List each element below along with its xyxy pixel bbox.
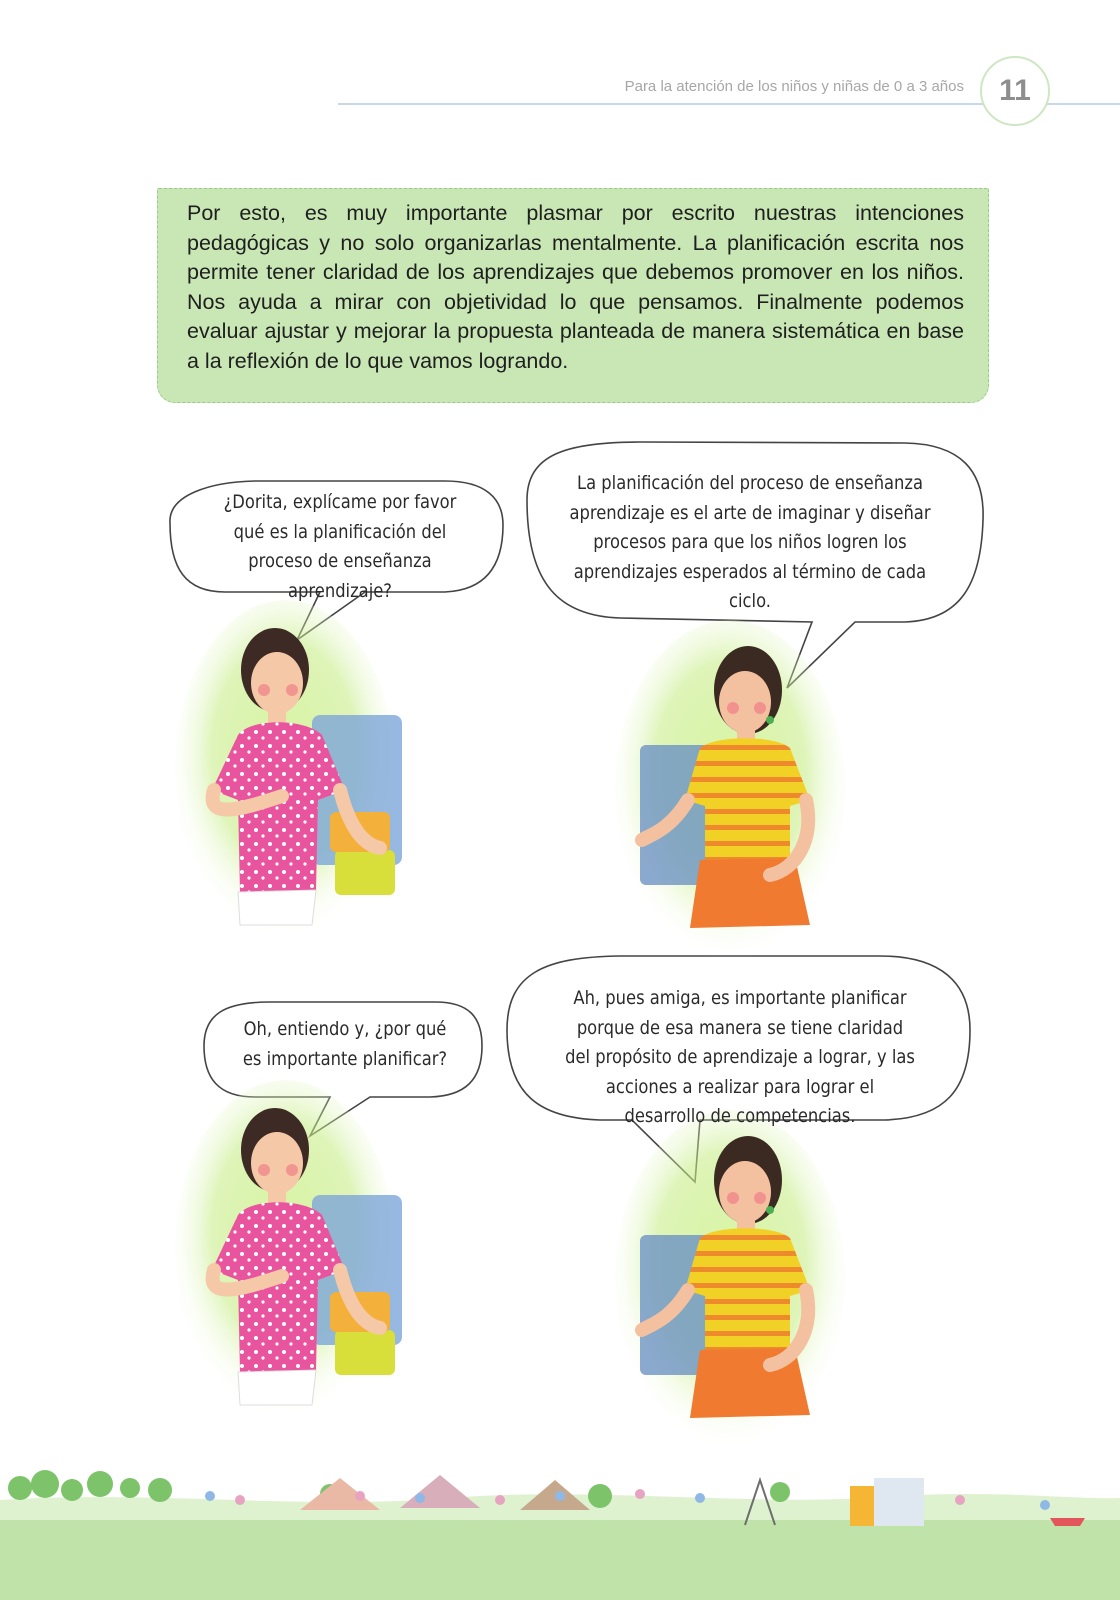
intro-paragraph: Por esto, es muy importante plasmar por escrito nuestras intenciones pedagógicas y no solo organizarlas mentalmente. La planificación escrita nos permite tener claridad de los aprendizajes que debemos promover en los niños. Nos ayuda a mirar con objetividad lo que pensamos. Finalmente podemos evaluar ajustar y mejorar la propuesta planteada de manera sistemática en base a la reflexión de lo que vamos logrando. (187, 201, 964, 373)
dorita-yellow-figure-1 (615, 620, 845, 960)
bubble-text-3: Oh, entiendo y, ¿por qué es importante planificar? (242, 1018, 448, 1070)
landscape-footer (0, 1470, 1120, 1600)
page-number: 11 (980, 56, 1050, 126)
teacher-pink-figure-2 (175, 1080, 402, 1420)
teacher-pink-figure-1 (175, 600, 402, 940)
bubble-text-2: La planificación del proceso de enseñanza aprendizaje es el arte de imaginar y diseñar procesos para que los niños logren los aprendizajes esperados al término de cada ciclo. (569, 472, 931, 612)
bubble-text-4: Ah, pues amiga, es importante planificar porque de esa manera se tiene claridad del propósito de aprendizaje a lograr, y las acciones a realizar para lograr el desarrollo de competencias. (565, 987, 915, 1127)
bubble-text-1: ¿Dorita, explícame por favor qué es la planificación del proceso de enseñanza aprendizaje? (223, 491, 457, 602)
running-title: Para la atención de los niños y niñas de 0 a 3 años (624, 78, 964, 95)
dorita-yellow-figure-2 (615, 1110, 845, 1450)
